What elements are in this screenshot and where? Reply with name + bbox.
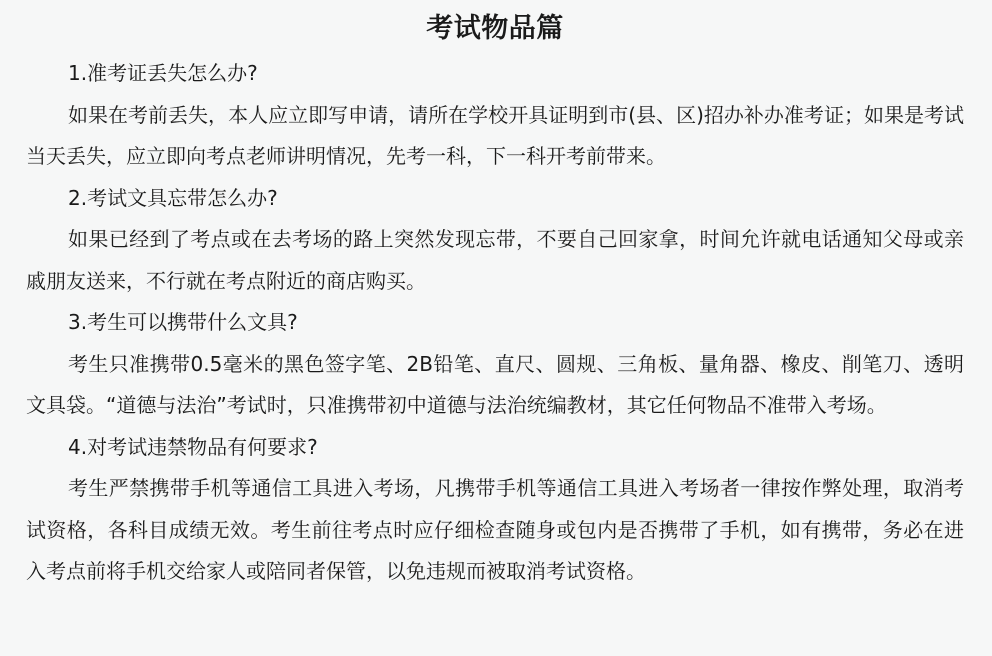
question-heading-3: 3.考生可以携带什么文具? [68,310,298,334]
question-heading-1: 1.准考证丢失怎么办? [68,61,258,85]
answer-paragraph-2: 如果已经到了考点或在去考场的路上突然发现忘带，不要自己回家拿，时间允许就电话通知父母或亲戚朋友送来，不行就在考点附近的商店购买。 [26,227,964,293]
document-title: 考试物品篇 [426,13,564,44]
question-heading-4: 4.对考试违禁物品有何要求? [68,434,318,459]
answer-paragraph-4: 考生严禁携带手机等通信工具进入考场，凡携带手机等通信工具进入考场者一律按作弊处理，取消考试资格，各科目成绩无效。考生前往考点时应仔细检查随身或包内是否携带了手机，如有携带，务必在进入考点前将手机交给家人或陪同者保管，以免违规而被取消考试资格。 [26,476,964,583]
answer-paragraph-1: 如果在考前丢失，本人应立即写申请，请所在学校开具证明到市(县、区)招办补办准考证；如果是考试当天丢失，应立即向考点老师讲明情况，先考一科，下一科开考前带来。 [26,102,964,168]
question-heading-2: 2.考试文具忘带怎么办? [68,185,278,210]
answer-paragraph-3: 考生只准携带0.5毫米的黑色签字笔、2B铅笔、直尺、圆规、三角板、量角器、橡皮、削笔刀、透明文具袋。“道德与法治”考试时，只准携带初中道德与法治统编教材，其它任何物品不准带入考场。 [26,351,964,417]
